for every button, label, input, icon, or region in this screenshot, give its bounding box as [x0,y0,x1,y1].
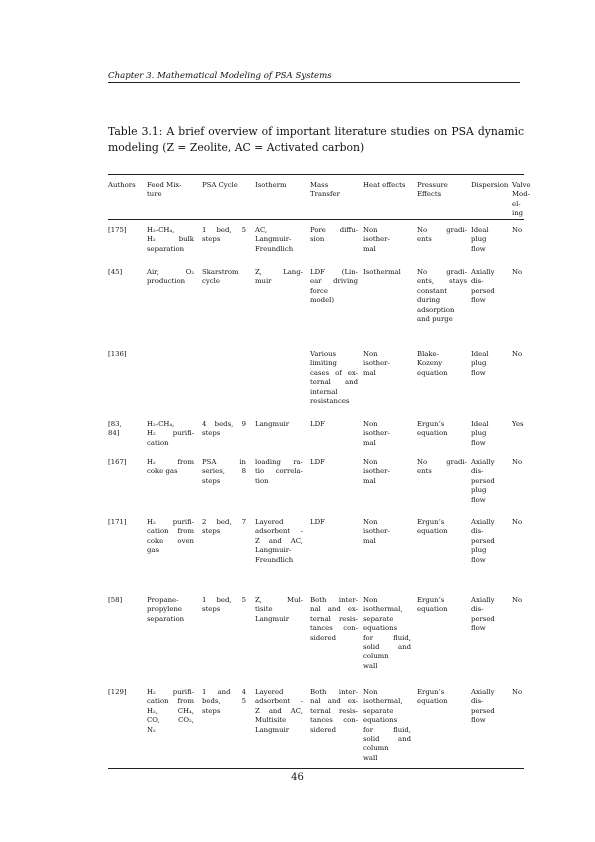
cell-line: 1 and 4 [202,688,246,696]
cell-dispersion [471,350,505,378]
cell-line: [175] [108,226,127,234]
cell-feed [147,458,194,477]
cell-line: ents, stays [417,277,467,286]
cell-heat [363,688,411,763]
cell-line: Non [363,596,378,604]
cell-pressure [417,268,467,324]
cell-line: Yes [512,420,524,428]
cell-line: cation from [147,527,194,536]
cell-line: equation [417,697,448,706]
cell-line: tio correla- [255,467,303,476]
cell-line: No [512,688,523,696]
cell-mass-transfer [310,420,358,429]
cell-line: plug [471,546,487,555]
cell-line: LDF [310,518,325,526]
cell-line: No gradi- [417,226,467,234]
header-feed [147,181,198,200]
cell-line: equation [417,605,448,614]
cell-line: Freundlich [255,244,294,253]
cell-line: isother- [363,235,390,244]
cell-pressure [417,688,467,707]
cell-line: adsorbent - [255,527,303,536]
cell-line: Langmuir [255,725,290,734]
cell-line: persed [471,536,495,545]
cell-line: [45] [108,268,123,276]
cell-line: column [363,744,389,753]
cell-line: Non [363,226,378,234]
cell-line: ternal resis- [310,706,358,715]
cell-line: H₂ purifi- [147,518,194,526]
cell-line: plug [471,235,487,244]
cell-cycle [202,226,246,245]
cell-line: Non [363,518,378,526]
cell-line: steps [202,605,221,614]
cell-line: wall [363,753,378,762]
cell-line: mal [363,244,376,253]
cell-line: internal [310,387,338,396]
cell-line: adsorbent - [255,697,303,706]
cell-authors [108,226,134,235]
cell-heat [363,226,411,254]
cell-line: dis- [471,277,484,286]
cell-line: Ideal [471,350,489,358]
cell-line: No gradi- [417,268,467,276]
cell-line: steps [202,429,221,438]
cell-line: mal [363,476,376,485]
header-text: Authors [108,181,136,189]
cell-line: dis- [471,467,484,476]
cell-line: No [512,226,523,234]
cell-line: H₂, CH₄, [147,706,194,715]
cell-line: Axially [471,268,495,276]
cell-line: beds, 5 [202,697,246,706]
cell-line: H₂ purifi- [147,429,194,438]
cell-line: wall [363,661,378,670]
cell-line: flow [471,244,486,253]
cell-feed [147,688,194,735]
cell-line: No [512,350,523,358]
cell-line: Z, Lang- [255,268,303,276]
cell-isotherm [255,518,303,565]
cell-dispersion [471,688,505,726]
cell-line: nal and ex- [310,697,358,706]
header-text: Feed Mix- [147,181,182,189]
cell-line: Non [363,458,378,466]
cell-line: Non [363,688,378,696]
cell-line: ents [417,235,432,244]
cell-line: Layered [255,688,284,696]
cell-line: AC, [255,226,268,234]
cell-cycle [202,268,246,287]
header-text: Heat effects [363,181,406,189]
cell-line: [167] [108,458,127,466]
table-row [108,590,524,682]
cell-line: ear driving [310,277,358,286]
cell-line: dis- [471,697,484,706]
cell-line: Axially [471,688,495,696]
cell-heat [363,518,411,546]
cell-line: Non [363,420,378,428]
cell-line: tances con- [310,624,358,633]
cell-line: Ergun’s [417,596,445,604]
cell-line: equation [417,368,448,377]
header-authors [108,181,138,190]
cell-line: steps [202,527,221,536]
cell-line: [171] [108,518,127,526]
cell-line: plug [471,486,487,495]
cell-line: Langmuir- [255,546,292,555]
cell-line: equations [363,624,398,633]
cell-line: cation [147,438,169,447]
literature-table [108,174,531,769]
cell-line: Ergun’s [417,420,445,428]
cell-line: Ergun’s [417,688,445,696]
cell-valve [512,350,532,359]
cell-line: separate [363,614,394,623]
cell-heat [363,350,411,378]
cell-authors [108,420,134,439]
cell-valve [512,518,532,527]
cell-feed [147,226,194,254]
cell-line: H₂ bulk [147,235,194,244]
header-text: Dispersion [471,181,509,189]
cell-line: ternal and [310,378,358,387]
table-row [108,452,524,512]
cell-line: steps [202,706,221,715]
cell-line: steps [202,476,221,485]
cell-line: Kozeny [417,359,443,368]
cell-line: Pore diffu- [310,226,358,234]
cell-line: during [417,296,441,305]
cell-line: Ergun’s [417,518,445,526]
cell-authors [108,458,134,467]
cell-pressure [417,518,467,537]
cell-line: isother- [363,467,390,476]
cell-line: 1 bed, 5 [202,226,246,234]
cell-line: [58] [108,596,123,604]
cell-line: Isothermal [363,268,401,276]
cell-cycle [202,596,246,615]
table-row [108,512,524,590]
cell-feed [147,420,194,448]
cell-line: propylene [147,605,182,614]
cell-line: 4 beds, 9 [202,420,246,428]
cell-line: flow [471,624,486,633]
cell-line: sidered [310,725,337,734]
cell-line: persed [471,706,495,715]
cell-line: Non [363,350,378,358]
cell-line: column [363,652,389,661]
cell-line: coke gas [147,467,178,476]
cell-authors [108,268,134,277]
cell-line: Axially [471,518,495,526]
cell-line: persed [471,476,495,485]
cell-line: [136] [108,350,127,358]
cell-line: separation [147,244,185,253]
cell-mass-transfer [310,226,358,245]
cell-line: mal [363,438,376,447]
cell-line: Multisite [255,716,287,725]
cell-line: Layered [255,518,284,526]
cell-heat [363,596,411,671]
cell-pressure [417,226,467,245]
cell-line: persed [471,286,495,295]
cell-line: Freundlich [255,555,294,564]
cell-dispersion [471,226,505,254]
cell-line: coke oven [147,536,194,545]
cell-mass-transfer [310,596,358,643]
cell-mass-transfer [310,268,358,306]
cell-line: dis- [471,527,484,536]
cell-line: steps [202,235,221,244]
cell-line: flow [471,495,486,504]
header-pressure [417,181,471,200]
cell-line: resistances [310,397,350,406]
cell-pressure [417,420,467,439]
cell-line: flow [471,368,486,377]
cell-line: [129] [108,688,127,696]
cell-isotherm [255,458,303,486]
cell-cycle [202,518,246,537]
cell-line: No [512,458,523,466]
cell-line: H₂ purifi- [147,688,194,696]
cell-line: flow [471,716,486,725]
cell-line: gas [147,546,160,555]
cell-line: adsorption [417,305,455,314]
cell-line: equations [363,716,398,725]
cell-line: Z and AC, [255,706,303,715]
cell-line: solid and [363,735,411,744]
cell-line: Air, O₂ [147,268,194,276]
cell-line: H₂-CH₄, [147,420,175,428]
cell-valve [512,420,532,429]
cell-line: separate [363,706,394,715]
cell-line: flow [471,555,486,564]
cell-line: tion [255,476,269,485]
cell-line: Blake- [417,350,439,358]
cell-line: equation [417,429,448,438]
cell-line: [83, [108,420,122,428]
header-text: el- [512,199,521,208]
cell-feed [147,518,194,556]
page-number: 46 [291,772,304,783]
header-isotherm [255,181,307,190]
header-text: Mod- [512,190,530,199]
header-text: Pressure [417,181,448,189]
cell-line: Langmuir- [255,235,292,244]
cell-line: No [512,518,523,526]
cell-line: model) [310,296,335,305]
cell-line: plug [471,429,487,438]
cell-line: production [147,277,186,286]
cell-line: 1 bed, 5 [202,596,246,604]
cell-line: tances con- [310,716,358,725]
cell-line: Ideal [471,226,489,234]
header-text: Effects [417,190,442,199]
cell-line: Ideal [471,420,489,428]
cell-cycle [202,458,246,486]
cell-dispersion [471,518,505,565]
cell-line: 2 bed, 7 [202,518,246,526]
cell-line: equation [417,527,448,536]
cell-line: cation from [147,697,194,706]
cell-line: No [512,268,523,276]
cell-isotherm [255,420,303,429]
cell-line: series, 8 [202,467,246,476]
cell-line: Langmuir [255,614,290,623]
cell-isotherm [255,268,303,287]
cell-line: N₂ [147,725,156,734]
cell-dispersion [471,596,505,634]
cell-heat [363,268,411,277]
cell-authors [108,596,134,605]
cell-line: ents [417,467,432,476]
table-row [108,344,524,414]
table-row [108,220,524,262]
cell-pressure [417,458,467,477]
cell-line: for fluid, [363,725,411,734]
cell-line: constant [417,286,448,295]
header-dispersion [471,181,509,190]
cell-line: Langmuir [255,420,290,428]
cell-isotherm [255,688,303,735]
cell-line: persed [471,614,495,623]
cell-dispersion [471,420,505,448]
cell-line: flow [471,296,486,305]
cell-line: solid and [363,643,411,652]
cell-cycle [202,420,246,439]
cell-line: separation [147,614,185,623]
cell-line: flow [471,438,486,447]
cell-pressure [417,596,467,615]
cell-line: cases of ex- [310,368,358,377]
running-head: Chapter 3. Mathematical Modeling of PSA Systems [108,71,520,83]
cell-line: Axially [471,596,495,604]
cell-line: Skarstrom [202,268,239,276]
cell-line: tisite [255,605,273,614]
cell-line: plug [471,359,487,368]
cell-line: Both inter- [310,688,358,696]
cell-line: cycle [202,277,220,286]
cell-line: dis- [471,605,484,614]
cell-line: Both inter- [310,596,358,604]
cell-dispersion [471,458,505,505]
cell-line: mal [363,536,376,545]
header-mass-transfer [310,181,362,200]
cell-authors [108,350,134,359]
cell-heat [363,458,411,486]
cell-line: LDF [310,458,325,466]
cell-line: mal [363,368,376,377]
cell-line: CO, CO₂, [147,716,194,725]
cell-line: isothermal, [363,697,403,706]
cell-feed [147,268,194,287]
header-text: Mass [310,181,329,189]
header-valve [512,181,536,219]
cell-line: isothermal, [363,605,403,614]
header-text: PSA Cycle [202,181,238,189]
cell-line: isother- [363,527,390,536]
cell-mass-transfer [310,458,358,467]
cell-line: H₂ from [147,458,194,466]
cell-line: force [310,286,328,295]
table-row [108,682,524,768]
cell-line: limiting [310,359,337,368]
cell-feed [147,596,194,624]
table-caption: Table 3.1: A brief overview of important literature studies on PSA dynamic modeling (Z = Zeolite, AC = Activated carbon) [108,125,524,154]
cell-pressure [417,350,467,378]
cell-valve [512,458,532,467]
cell-heat [363,420,411,448]
cell-cycle [202,688,246,716]
cell-mass-transfer [310,688,358,735]
cell-line: No [512,596,523,604]
header-text: ture [147,190,162,199]
cell-valve [512,596,532,605]
header-text: Valve [512,181,531,189]
cell-mass-transfer [310,518,358,527]
cell-line: Z, Mul- [255,596,303,604]
header-heat [363,181,415,190]
cell-line: 84] [108,429,120,438]
table-row [108,262,524,344]
header-cycle [202,181,250,190]
cell-valve [512,226,532,235]
header-text: ing [512,209,524,218]
cell-valve [512,688,532,697]
cell-line: isother- [363,359,390,368]
cell-line: muir [255,277,272,286]
table-header-row [108,175,531,220]
cell-line: sidered [310,633,337,642]
cell-line: PSA in [202,458,246,466]
cell-valve [512,268,532,277]
cell-authors [108,688,134,697]
cell-line: sion [310,235,325,244]
table-row [108,414,524,452]
cell-line: LDF (Lin- [310,268,358,276]
cell-line: Propane- [147,596,179,604]
cell-line: loading ra- [255,458,303,466]
cell-isotherm [255,596,303,624]
cell-line: ternal resis- [310,614,358,623]
cell-dispersion [471,268,505,306]
cell-line: Z and AC, [255,536,303,545]
cell-line: and purge [417,315,453,324]
cell-line: for fluid, [363,633,411,642]
cell-line: isother- [363,429,390,438]
cell-line: LDF [310,420,325,428]
cell-line: Various [310,350,337,358]
cell-line: nal and ex- [310,605,358,614]
cell-line: No gradi- [417,458,467,466]
header-text: Isotherm [255,181,287,189]
cell-isotherm [255,226,303,254]
header-text: Transfer [310,190,340,199]
cell-mass-transfer [310,350,358,406]
cell-authors [108,518,134,527]
cell-line: Axially [471,458,495,466]
cell-line: H₂-CH₄, [147,226,175,234]
